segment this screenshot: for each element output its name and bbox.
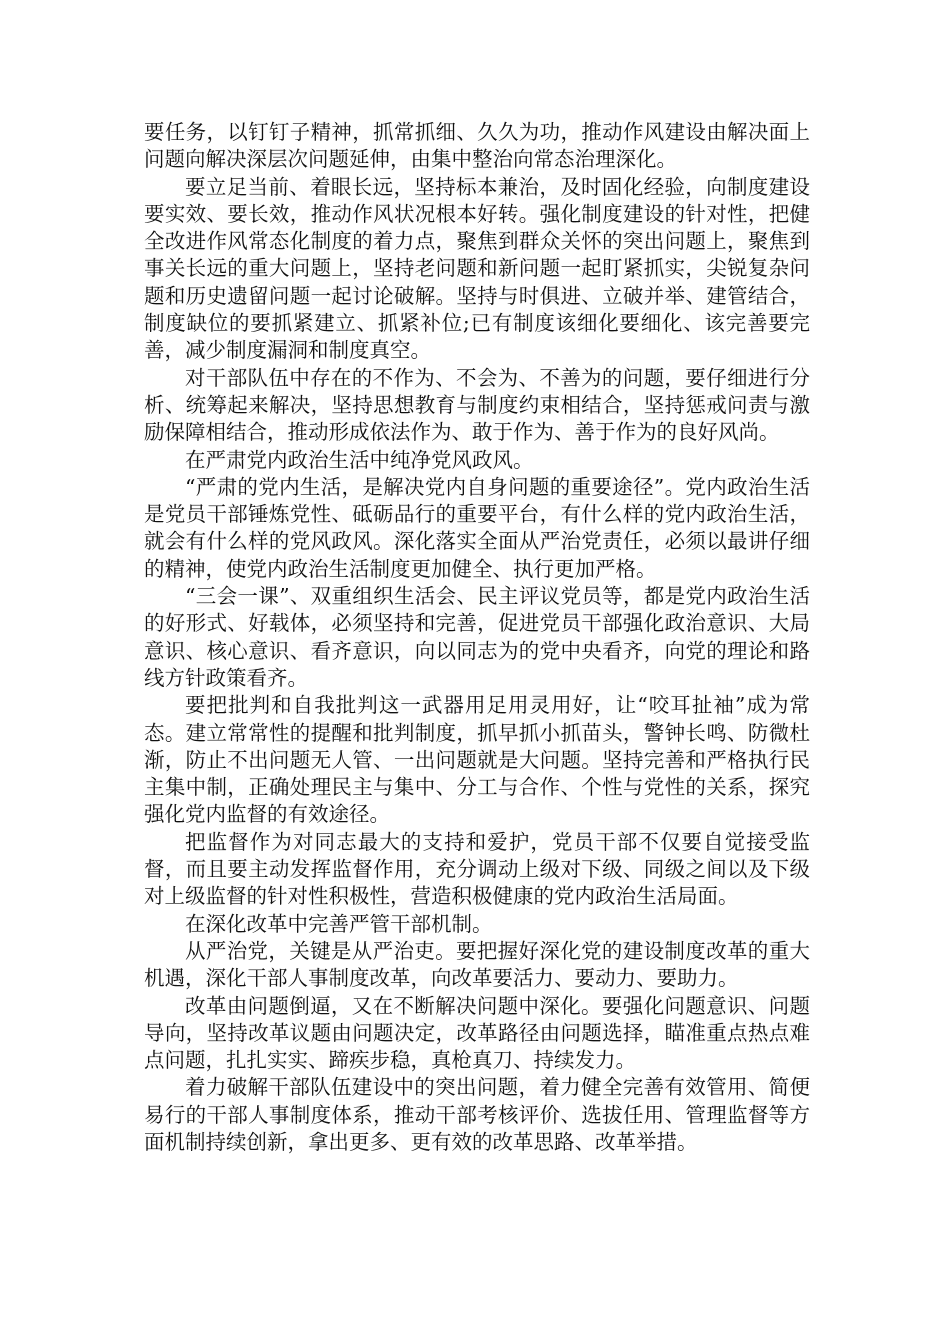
paragraph: 对干部队伍中存在的不作为、不会为、不善为的问题，要仔细进行分析、统筹起来解决，坚持思想教育与制度约束相结合，坚持惩戒问责与激励保障相结合，推动形成依法作为、敢于作为、善于作为的良好风尚。 xyxy=(144,365,810,445)
section-heading: 在深化改革中完善严管干部机制。 xyxy=(185,911,493,936)
paragraph: 从严治党，关键是从严治吏。要把握好深化党的建设制度改革的重大机遇，深化干部人事制度改革，向改革要活力、要动力、要助力。 xyxy=(144,938,810,991)
section-heading: 在严肃党内政治生活中纯净党风政风。 xyxy=(185,447,534,472)
paragraph: “严肃的党内生活，是解决党内自身问题的重要途径”。党内政治生活是党员干部锤炼党性、砥砺品行的重要平台，有什么样的党内政治生活，就会有什么样的党风政风。深化落实全面从严治党责任，必须以最讲仔细的精神，使党内政治生活制度更加健全、执行更加严格。 xyxy=(144,474,810,581)
paragraph: “三会一课”、双重组织生活会、民主评议党员等，都是党内政治生活的好形式、好载体，必须坚持和完善，促进党员干部强化政治意识、大局意识、核心意识、看齐意识，向以同志为的党中央看齐，向党的理论和路线方针政策看齐。 xyxy=(144,584,810,690)
document-body xyxy=(144,119,810,1156)
paragraph: 要把批判和自我批判这一武器用足用灵用好，让“咬耳扯袖”成为常态。建立常常性的提醒和批判制度，抓早抓小抓苗头，警钟长鸣、防微杜渐，防止不出问题无人管、一出问题就是大问题。坚持完善和严格执行民主集中制，正确处理民主与集中、分工与合作、个性与党性的关系，探究强化党内监督的有效途径。 xyxy=(144,693,810,827)
paragraph: 着力破解干部队伍建设中的突出问题，着力健全完善有效管用、简便易行的干部人事制度体系，推动干部考核评价、选拔任用、管理监督等方面机制持续创新，拿出更多、更有效的改革思路、改革举措。 xyxy=(144,1075,810,1154)
paragraph: 要任务，以钉钉子精神，抓常抓细、久久为功，推动作风建设由解决面上问题向解决深层次问题延伸，由集中整治向常态治理深化。 xyxy=(144,120,810,172)
paragraph: 要立足当前、着眼长远，坚持标本兼治，及时固化经验，向制度建设要实效、要长效，推动作风状况根本好转。强化制度建设的针对性，把健全改进作风常态化制度的着力点，聚焦到群众关怀的突出问题上，聚焦到事关长远的重大问题上，坚持老问题和新问题一起盯紧抓实，尖锐复杂问题和历史遗留问题一起讨论破解。坚持与时俱进、立破并举、建管结合，制度缺位的要抓紧建立、抓紧补位;已有制度该细化要细化、该完善要完善，减少制度漏洞和制度真空。 xyxy=(144,174,810,363)
paragraph: 改革由问题倒逼，又在不断解决问题中深化。要强化问题意识、问题导向，坚持改革议题由问题决定，改革路径由问题选择，瞄准重点热点难点问题，扎扎实实、蹄疾步稳，真枪真刀、持续发力。 xyxy=(144,993,810,1073)
paragraph: 把监督作为对同志最大的支持和爱护，党员干部不仅要自觉接受监督，而且要主动发挥监督作用，充分调动上级对下级、同级之间以及下级对上级监督的针对性积极性，营造积极健康的党内政治生活局面。 xyxy=(144,829,810,909)
